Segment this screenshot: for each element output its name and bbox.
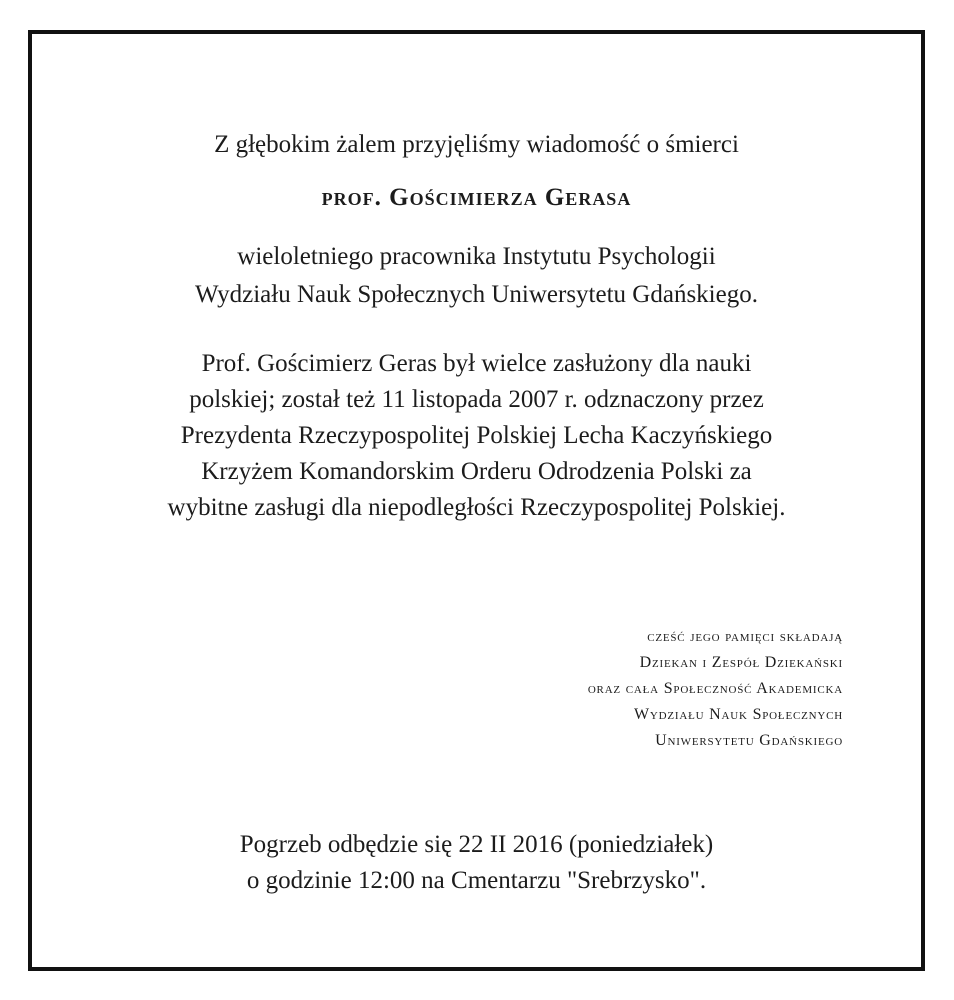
tribute-block — [588, 624, 843, 754]
tribute-line: oraz cała Społeczność Akademicka — [587, 680, 843, 697]
merit-line: wybitne zasługi dla niepodległości Rzeczypospolitej Polskiej. — [167, 494, 786, 521]
merit-line: Prezydenta Rzeczypospolitej Polskiej Lecha Kaczyńskiego — [180, 422, 773, 449]
funeral-line: o godzinie 12:00 na Cmentarzu "Srebrzysko". — [246, 867, 707, 894]
deceased-name: prof. Gościmierza Gerasa — [321, 184, 632, 211]
funeral-info — [32, 827, 921, 899]
funeral-line: Pogrzeb odbędzie się 22 II 2016 (poniedziałek) — [239, 831, 714, 858]
role-line: Wydziału Nauk Społecznych Uniwersytetu Gdańskiego. — [195, 281, 758, 308]
role-paragraph — [32, 238, 921, 314]
intro-text: Z głębokim żalem przyjęliśmy wiadomość o śmierci — [214, 131, 739, 158]
merit-line: polskiej; został też 11 listopada 2007 r. odznaczony przez — [189, 386, 764, 413]
tribute-line: Wydziału Nauk Społecznych — [634, 706, 843, 723]
role-line: wieloletniego pracownika Instytutu Psychologii — [237, 243, 716, 270]
merits-paragraph — [32, 346, 921, 526]
tribute-line: Dziekan i Zespół Dziekański — [639, 654, 843, 671]
obituary-frame — [28, 30, 925, 971]
merit-line: Prof. Gościmierz Geras był wielce zasłużony dla nauki — [201, 350, 752, 377]
merit-line: Krzyżem Komandorskim Orderu Odrodzenia Polski za — [201, 458, 752, 485]
tribute-line: cześć jego pamięci składają — [647, 628, 843, 645]
tribute-line: Uniwersytetu Gdańskiego — [655, 732, 843, 749]
